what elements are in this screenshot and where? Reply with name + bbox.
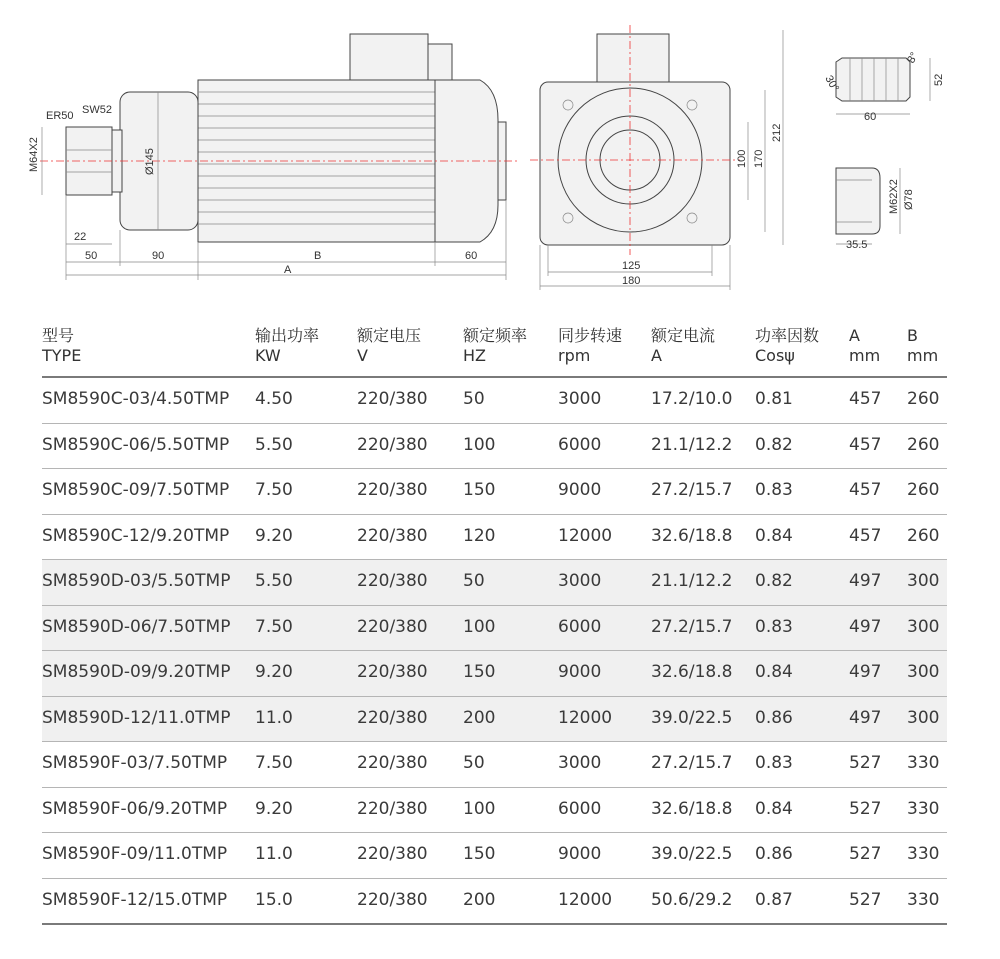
- table-cell: 150: [463, 844, 496, 864]
- table-cell: 27.2/15.7: [651, 480, 733, 500]
- table-cell: 7.50: [255, 753, 293, 773]
- table-cell: 220/380: [357, 480, 428, 500]
- table-cell: 9000: [558, 662, 602, 682]
- table-cell: 3000: [558, 571, 602, 591]
- table-cell: SM8590F-03/7.50TMP: [42, 753, 228, 773]
- table-row: [42, 788, 947, 834]
- table-cell: 12000: [558, 525, 613, 546]
- table-cell: 0.84: [755, 525, 793, 546]
- table-cell: 527: [849, 889, 882, 910]
- label-212: 212: [771, 123, 783, 142]
- table-cell: 0.82: [755, 571, 793, 591]
- table-cell: SM8590C-09/7.50TMP: [42, 480, 230, 500]
- table-cell: 17.2/10.0: [651, 389, 733, 409]
- label-90: 90: [152, 250, 165, 262]
- table-cell: 300: [907, 707, 940, 728]
- table-cell: 150: [463, 662, 496, 682]
- label-100: 100: [736, 149, 748, 168]
- table-cell: 220/380: [357, 889, 428, 910]
- table-cell: 220/380: [357, 434, 428, 455]
- table-cell: 330: [907, 844, 940, 864]
- table-cell: 220/380: [357, 389, 428, 409]
- table-cell: SM8590C-12/9.20TMP: [42, 525, 230, 546]
- header-col-8: [907, 326, 938, 366]
- table-cell: 9000: [558, 844, 602, 864]
- front-view: [530, 25, 783, 290]
- table-cell: 0.83: [755, 753, 793, 773]
- label-180: 180: [622, 275, 641, 287]
- table-cell: 497: [849, 707, 882, 728]
- header-cn: 型号: [42, 326, 75, 345]
- table-row: [42, 515, 947, 561]
- label-m62x2: M62X2: [888, 179, 900, 214]
- table-cell: 21.1/12.2: [651, 434, 733, 455]
- table-body: [42, 378, 947, 925]
- table-cell: SM8590F-06/9.20TMP: [42, 798, 228, 819]
- table-cell: 32.6/18.8: [651, 525, 733, 546]
- label-dia78: Ø78: [903, 189, 915, 210]
- header-en: Cosψ: [755, 346, 795, 365]
- table-cell: 220/380: [357, 616, 428, 637]
- table-cell: 0.86: [755, 844, 793, 864]
- label-35-5: 35.5: [846, 239, 868, 251]
- table-cell: 7.50: [255, 480, 293, 500]
- table-row: [42, 469, 947, 515]
- header-cn: B: [907, 326, 918, 345]
- table-cell: 15.0: [255, 889, 293, 910]
- header-en: HZ: [463, 346, 486, 365]
- table-cell: SM8590F-12/15.0TMP: [42, 889, 228, 910]
- table-cell: 457: [849, 434, 882, 455]
- table-cell: 200: [463, 889, 496, 910]
- label-b: B: [314, 250, 322, 262]
- table-cell: 3000: [558, 389, 602, 409]
- label-60-collet: 60: [864, 111, 877, 123]
- table-cell: 100: [463, 798, 496, 819]
- side-view: [28, 34, 520, 280]
- table-cell: 50: [463, 571, 485, 591]
- collet-detail: [822, 50, 945, 123]
- label-thread: M64X2: [28, 137, 40, 172]
- nut-detail: [836, 168, 915, 251]
- header-col-5: [651, 326, 715, 366]
- table-row: [42, 697, 947, 743]
- header-col-4: [558, 326, 622, 366]
- table-cell: 330: [907, 889, 940, 910]
- label-a: A: [284, 264, 292, 276]
- table-cell: SM8590D-06/7.50TMP: [42, 616, 231, 637]
- header-col-1: [255, 326, 319, 366]
- table-row: [42, 378, 947, 424]
- table-cell: 150: [463, 480, 496, 500]
- table-cell: SM8590F-09/11.0TMP: [42, 844, 228, 864]
- table-cell: 0.84: [755, 662, 793, 682]
- label-er50: ER50: [46, 110, 74, 122]
- table-cell: 0.84: [755, 798, 793, 819]
- table-cell: 9.20: [255, 525, 293, 546]
- table-cell: 200: [463, 707, 496, 728]
- header-en: KW: [255, 346, 281, 365]
- table-cell: 21.1/12.2: [651, 571, 733, 591]
- table-cell: 100: [463, 434, 496, 455]
- table-cell: 457: [849, 389, 882, 409]
- table-cell: 300: [907, 571, 940, 591]
- table-cell: 50.6/29.2: [651, 889, 733, 910]
- table-cell: 9.20: [255, 662, 293, 682]
- table-cell: 330: [907, 798, 940, 819]
- table-cell: 330: [907, 753, 940, 773]
- table-row: [42, 833, 947, 879]
- table-row: [42, 651, 947, 697]
- table-cell: 4.50: [255, 389, 293, 409]
- table-cell: 260: [907, 525, 940, 546]
- table-cell: SM8590C-06/5.50TMP: [42, 434, 230, 455]
- table-cell: 50: [463, 753, 485, 773]
- table-cell: 12000: [558, 889, 613, 910]
- table-cell: SM8590D-03/5.50TMP: [42, 571, 231, 591]
- table-cell: 220/380: [357, 525, 428, 546]
- table-cell: 6000: [558, 434, 602, 455]
- table-cell: 457: [849, 480, 882, 500]
- table-cell: 0.82: [755, 434, 793, 455]
- table-cell: 6000: [558, 616, 602, 637]
- header-col-7: [849, 326, 880, 366]
- header-cn: 输出功率: [255, 326, 320, 345]
- table-header: [42, 318, 947, 378]
- label-dia145: Ø145: [144, 148, 156, 175]
- table-cell: SM8590D-12/11.0TMP: [42, 707, 231, 728]
- table-cell: 27.2/15.7: [651, 616, 733, 637]
- label-22: 22: [74, 231, 87, 243]
- header-cn: 额定频率: [463, 326, 528, 345]
- table-cell: 220/380: [357, 798, 428, 819]
- table-cell: 220/380: [357, 753, 428, 773]
- table-cell: 27.2/15.7: [651, 753, 733, 773]
- table-cell: 497: [849, 662, 882, 682]
- table-cell: 260: [907, 480, 940, 500]
- table-cell: 300: [907, 662, 940, 682]
- header-cn: A: [849, 326, 860, 345]
- header-cn: 额定电流: [651, 326, 716, 345]
- label-sw52: SW52: [82, 104, 112, 116]
- table-cell: 220/380: [357, 707, 428, 728]
- header-en: mm: [907, 346, 939, 365]
- table-cell: 0.81: [755, 389, 793, 409]
- table-cell: 39.0/22.5: [651, 707, 733, 728]
- table-cell: 260: [907, 389, 940, 409]
- table-cell: SM8590D-09/9.20TMP: [42, 662, 231, 682]
- header-en: V: [357, 346, 368, 365]
- table-cell: 120: [463, 525, 496, 546]
- table-cell: 9.20: [255, 798, 293, 819]
- table-cell: 6000: [558, 798, 602, 819]
- table-row: [42, 560, 947, 606]
- table-cell: 0.87: [755, 889, 793, 910]
- table-cell: 0.83: [755, 480, 793, 500]
- table-row: [42, 606, 947, 652]
- table-cell: SM8590C-03/4.50TMP: [42, 389, 230, 409]
- table-cell: 100: [463, 616, 496, 637]
- table-cell: 220/380: [357, 662, 428, 682]
- technical-drawing: [0, 0, 1000, 300]
- label-30deg: 30°: [822, 73, 842, 94]
- table-cell: 3000: [558, 753, 602, 773]
- table-cell: 220/380: [357, 571, 428, 591]
- header-col-0: [42, 326, 81, 366]
- header-col-6: [755, 326, 819, 366]
- table-cell: 5.50: [255, 571, 293, 591]
- table-cell: 50: [463, 389, 485, 409]
- table-row: [42, 879, 947, 926]
- table-cell: 11.0: [255, 844, 293, 864]
- table-cell: 527: [849, 753, 882, 773]
- table-cell: 527: [849, 844, 882, 864]
- table-cell: 32.6/18.8: [651, 662, 733, 682]
- label-125: 125: [622, 260, 641, 272]
- table-cell: 32.6/18.8: [651, 798, 733, 819]
- label-60: 60: [465, 250, 478, 262]
- label-50: 50: [85, 250, 98, 262]
- table-cell: 7.50: [255, 616, 293, 637]
- table-cell: 497: [849, 616, 882, 637]
- table-cell: 39.0/22.5: [651, 844, 733, 864]
- header-en: mm: [849, 346, 881, 365]
- table-cell: 457: [849, 525, 882, 546]
- table-cell: 497: [849, 571, 882, 591]
- table-cell: 0.86: [755, 707, 793, 728]
- header-cn: 额定电压: [357, 326, 422, 345]
- table-cell: 12000: [558, 707, 613, 728]
- table-row: [42, 742, 947, 788]
- table-cell: 260: [907, 434, 940, 455]
- header-cn: 同步转速: [558, 326, 623, 345]
- label-52: 52: [933, 73, 945, 86]
- label-8deg: 8°: [905, 50, 921, 66]
- table-cell: 300: [907, 616, 940, 637]
- table-row: [42, 424, 947, 470]
- table-cell: 9000: [558, 480, 602, 500]
- header-en: A: [651, 346, 662, 365]
- table-cell: 220/380: [357, 844, 428, 864]
- header-en: TYPE: [42, 346, 82, 365]
- header-col-3: [463, 326, 527, 366]
- table-cell: 5.50: [255, 434, 293, 455]
- header-en: rpm: [558, 346, 591, 365]
- spec-table: [42, 318, 947, 925]
- label-170: 170: [753, 149, 765, 168]
- table-cell: 527: [849, 798, 882, 819]
- header-cn: 功率因数: [755, 326, 820, 345]
- table-cell: 11.0: [255, 707, 293, 728]
- header-col-2: [357, 326, 421, 366]
- table-cell: 0.83: [755, 616, 793, 637]
